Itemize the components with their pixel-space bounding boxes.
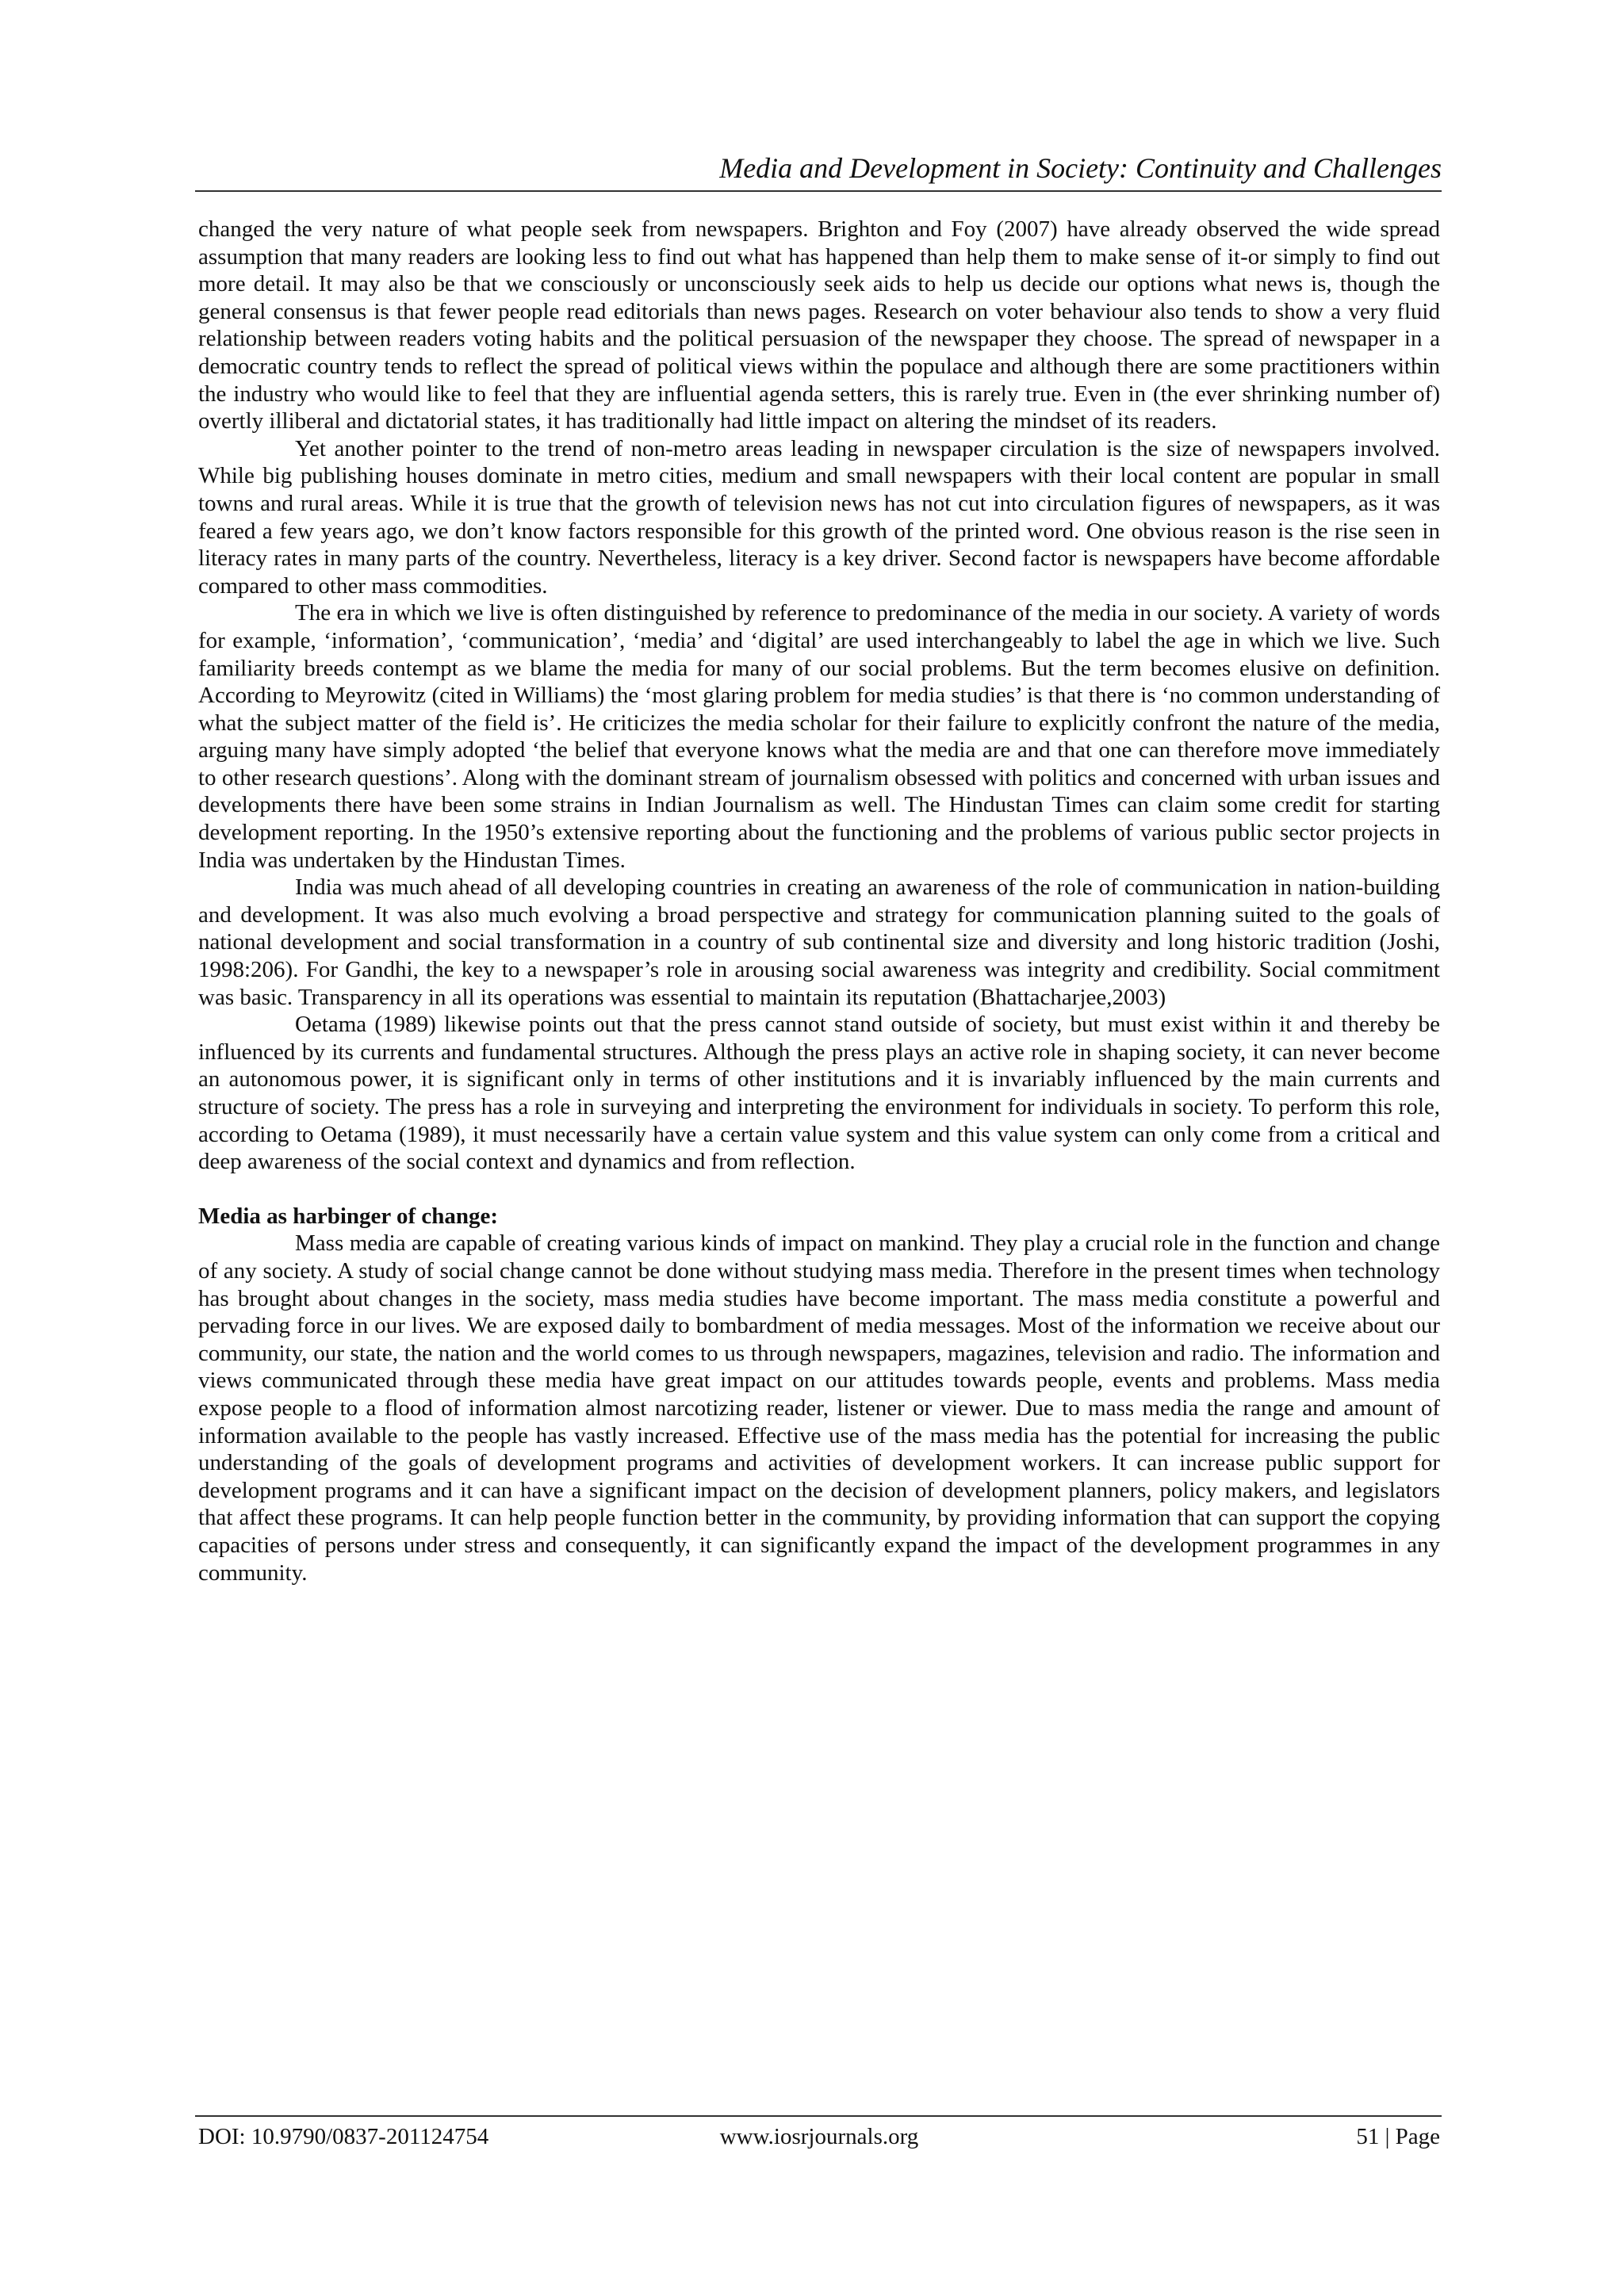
body-paragraph: The era in which we live is often distinguished by reference to predominance of the media in our society. A variety of words for example, ‘information’, ‘communication’, ‘media’ and ‘digital’ are used interchangeably to label the age in which we live. Such familiarity breeds contempt as we blame the media for many of our social problems. But the term becomes elusive on definition. According to Meyrowitz (cited in Williams) the ‘most glaring problem for media studies’ is that there is ‘no common understanding of what the subject matter of the field is’. He criticizes the media scholar for their failure to explicitly confront the nature of the media, arguing many have simply adopted ‘the belief that everyone knows what the media are and that one can therefore move immediately to other research questions’. Along with the dominant stream of journalism obsessed with politics and concerned with urban issues and developments there have been some strains in Indian Journalism as well. The Hindustan Times can claim some credit for starting development reporting. In the 1950’s extensive reporting about the functioning and the problems of various public sector projects in India was undertaken by the Hindustan Times. — [198, 600, 1440, 873]
running-header-title: Media and Development in Society: Continuity and Challenges — [719, 152, 1442, 184]
footer-divider — [195, 2115, 1442, 2117]
footer-page-number: 51 | Page — [1356, 2124, 1440, 2149]
footer-doi: DOI: 10.9790/0837-201124754 — [198, 2124, 489, 2149]
body-paragraph: changed the very nature of what people seek from newspapers. Brighton and Foy (2007) have already observed the wide spread assumption that many readers are looking less to find out what has happened than help them to make sense of it-or simply to find out more detail. It may also be that we consciously or unconsciously seek aids to help us decide our options what news is, though the general consensus is that fewer people read editorials than news pages. Research on voter behaviour also tends to show a very fluid relationship between readers voting habits and the political persuasion of the newspaper they choose. The spread of newspaper in a democratic country tends to reflect the spread of political views within the populace and although there are some practitioners within the industry who would like to feel that they are influential agenda setters, this is rarely true. Even in (the ever shrinking number of) overtly illiberal and dictatorial states, it has traditionally had little impact on altering the mindset of its readers. — [198, 216, 1440, 434]
body-paragraph: Yet another pointer to the trend of non-metro areas leading in newspaper circulation is the size of newspapers involved. While big publishing houses dominate in metro cities, medium and small newspapers with their local content are popular in small towns and rural areas. While it is true that the growth of television news has not cut into circulation figures of newspapers, as it was feared a few years ago, we don’t know factors responsible for this growth of the printed word. One obvious reason is the rise seen in literacy rates in many parts of the country. Nevertheless, literacy is a key driver. Second factor is newspapers have become affordable compared to other mass commodities. — [198, 435, 1440, 599]
body-paragraph: India was much ahead of all developing countries in creating an awareness of the role of communication in nation-building and development. It was also much evolving a broad perspective and strategy for communication planning suited to the goals of national development and social transformation in a country of sub continental size and diversity and long historic tradition (Joshi, 1998:206). For Gandhi, the key to a newspaper’s role in arousing social awareness was integrity and credibility. Social commitment was basic. Transparency in all its operations was essential to maintain its reputation (Bhattacharjee,2003) — [198, 874, 1440, 1010]
footer-website: www.iosrjournals.org — [719, 2124, 919, 2149]
body-paragraph: Oetama (1989) likewise points out that the press cannot stand outside of society, but must exist within it and thereby be influenced by its currents and fundamental structures. Although the press plays an active role in shaping society, it can never become an autonomous power, it is significant only in terms of other institutions and it is invariably influenced by the main currents and structure of society. The press has a role in surveying and interpreting the environment for individuals in society. To perform this role, according to Oetama (1989), it must necessarily have a certain value system and this value system can only come from a critical and deep awareness of the social context and dynamics and from reflection. — [198, 1012, 1440, 1175]
header-divider — [195, 190, 1442, 192]
section-paragraph: Mass media are capable of creating various kinds of impact on mankind. They play a crucial role in the function and change of any society. A study of social change cannot be done without studying mass media. Therefore in the present times when technology has brought about changes in the society, mass media studies have become important. The mass media constitute a powerful and pervading force in our lives. We are exposed daily to bombardment of media messages. Most of the information we receive about our community, our state, the nation and the world comes to us through newspapers, magazines, television and radio. The information and views communicated through these media have great impact on our attitudes towards people, events and problems. Mass media expose people to a flood of information almost narcotizing reader, listener or viewer. Due to mass media the range and amount of information available to the people has vastly increased. Effective use of the mass media has the potential for increasing the public understanding of the goals of development programs and activities of development workers. It can increase public support for development programs and it can have a significant impact on the decision of development planners, policy makers, and legislators that affect these programs. It can help people function better in the community, by providing information that can support the copying capacities of persons under stress and consequently, it can significantly expand the impact of the development programmes in any community. — [198, 1230, 1440, 1586]
article-body — [198, 216, 1440, 1586]
section-heading: Media as harbinger of change: — [198, 1203, 499, 1229]
